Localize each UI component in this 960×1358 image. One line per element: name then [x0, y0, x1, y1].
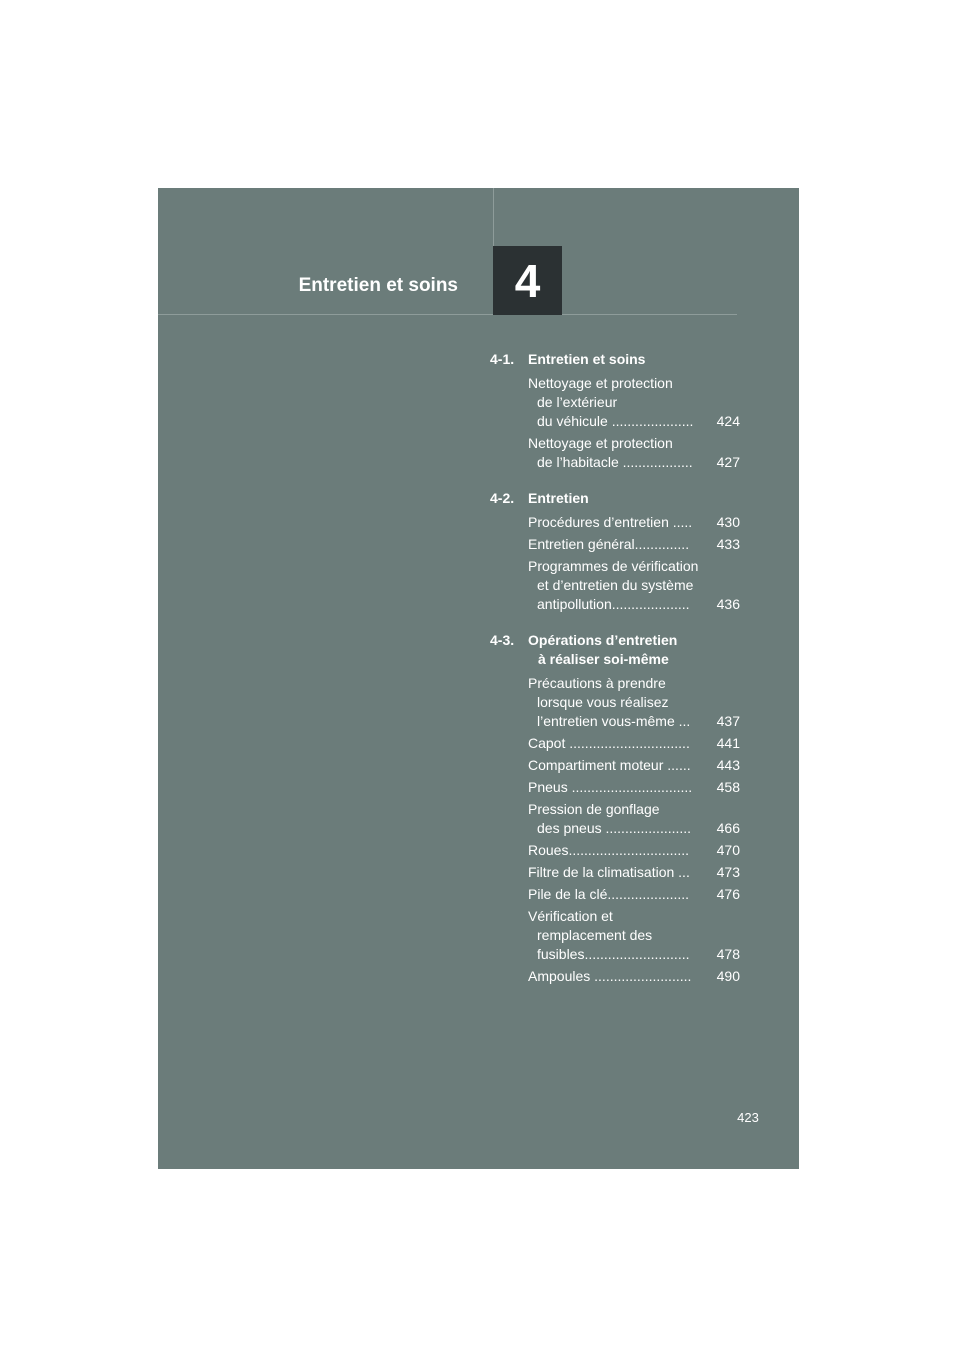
chapter-number: 4 — [514, 254, 541, 307]
toc-entry-text: lorsque vous réalisez — [537, 694, 669, 710]
toc-entry-text: du véhicule ..................... — [537, 413, 694, 429]
table-of-contents — [490, 350, 740, 989]
toc-entry-text: Procédures d’entretien ..... — [528, 514, 693, 530]
toc-section-heading — [490, 489, 740, 508]
toc-entry-page: 458 — [716, 779, 740, 795]
toc-entry[interactable] — [528, 434, 740, 472]
toc-entry-page: 478 — [716, 946, 740, 962]
toc-entry-text: et d’entretien du système — [537, 577, 694, 593]
toc-entry-page: 441 — [716, 735, 740, 751]
toc-entry[interactable] — [528, 778, 740, 797]
toc-entry-text: l’entretien vous-même ... — [537, 713, 691, 729]
toc-entry-page: 430 — [716, 514, 740, 530]
toc-entry[interactable] — [528, 841, 740, 860]
section-title: Opérations d’entretien — [528, 632, 678, 648]
toc-entry-text: Nettoyage et protection — [528, 435, 673, 451]
toc-entry-text: Pression de gonflage — [528, 801, 660, 817]
toc-entry-page: 490 — [716, 968, 740, 984]
toc-entry[interactable] — [528, 557, 740, 614]
toc-entry-text: Vérification et — [528, 908, 613, 924]
divider-horizontal — [158, 314, 737, 315]
toc-entry-text: Nettoyage et protection — [528, 375, 673, 391]
toc-entry-text: remplacement des — [537, 927, 653, 943]
toc-entry-page: 473 — [716, 864, 740, 880]
toc-entry-text: de l’extérieur — [537, 394, 618, 410]
toc-entry-page: 437 — [716, 713, 740, 729]
section-number: 4-3. — [490, 632, 515, 648]
page-number: 423 — [737, 1110, 759, 1125]
section-title-continued: à réaliser soi-même — [538, 651, 669, 667]
section-spacer — [490, 617, 740, 631]
toc-entry-text: Ampoules ......................... — [528, 968, 692, 984]
toc-section-heading — [490, 350, 740, 369]
toc-section-heading — [490, 631, 740, 669]
toc-entry-text: Programmes de vérification — [528, 558, 698, 574]
toc-entry[interactable] — [528, 674, 740, 731]
chapter-panel — [158, 188, 799, 1169]
toc-entry-text: Pile de la clé..................... — [528, 886, 690, 902]
toc-entry[interactable] — [528, 967, 740, 986]
toc-entry-text: de l’habitacle .................. — [537, 454, 693, 470]
chapter-title: Entretien et soins — [298, 275, 458, 296]
toc-entry[interactable] — [528, 863, 740, 882]
toc-entry-text: Roues............................... — [528, 842, 690, 858]
toc-entry-page: 424 — [716, 413, 740, 429]
toc-entry[interactable] — [528, 907, 740, 964]
section-spacer — [490, 475, 740, 489]
toc-entry-page: 466 — [716, 820, 740, 836]
toc-entry-text: fusibles........................... — [537, 946, 690, 962]
section-title: Entretien — [528, 490, 589, 506]
toc-entry[interactable] — [528, 734, 740, 753]
toc-entry[interactable] — [528, 756, 740, 775]
section-title: Entretien et soins — [528, 351, 646, 367]
toc-entry[interactable] — [528, 885, 740, 904]
toc-entry-text: Capot ............................... — [528, 735, 690, 751]
chapter-number-box — [493, 246, 562, 315]
toc-entry[interactable] — [528, 800, 740, 838]
toc-entry-text: Compartiment moteur ...... — [528, 757, 691, 773]
toc-entry-text: des pneus ...................... — [537, 820, 692, 836]
toc-entry-text: Précautions à prendre — [528, 675, 666, 691]
toc-entry[interactable] — [528, 535, 740, 554]
toc-entry-page: 476 — [716, 886, 740, 902]
toc-entry-text: Pneus ............................... — [528, 779, 693, 795]
toc-entry-text: Entretien général.............. — [528, 536, 690, 552]
section-number: 4-2. — [490, 490, 515, 506]
toc-entry[interactable] — [528, 374, 740, 431]
toc-entry-page: 470 — [716, 842, 740, 858]
toc-entry[interactable] — [528, 513, 740, 532]
section-number: 4-1. — [490, 351, 515, 367]
toc-entry-page: 443 — [716, 757, 740, 773]
toc-entry-text: antipollution.................... — [537, 596, 690, 612]
toc-entry-page: 433 — [716, 536, 740, 552]
toc-entry-page: 427 — [716, 454, 740, 470]
toc-entry-page: 436 — [716, 596, 740, 612]
toc-entry-text: Filtre de la climatisation ... — [528, 864, 690, 880]
